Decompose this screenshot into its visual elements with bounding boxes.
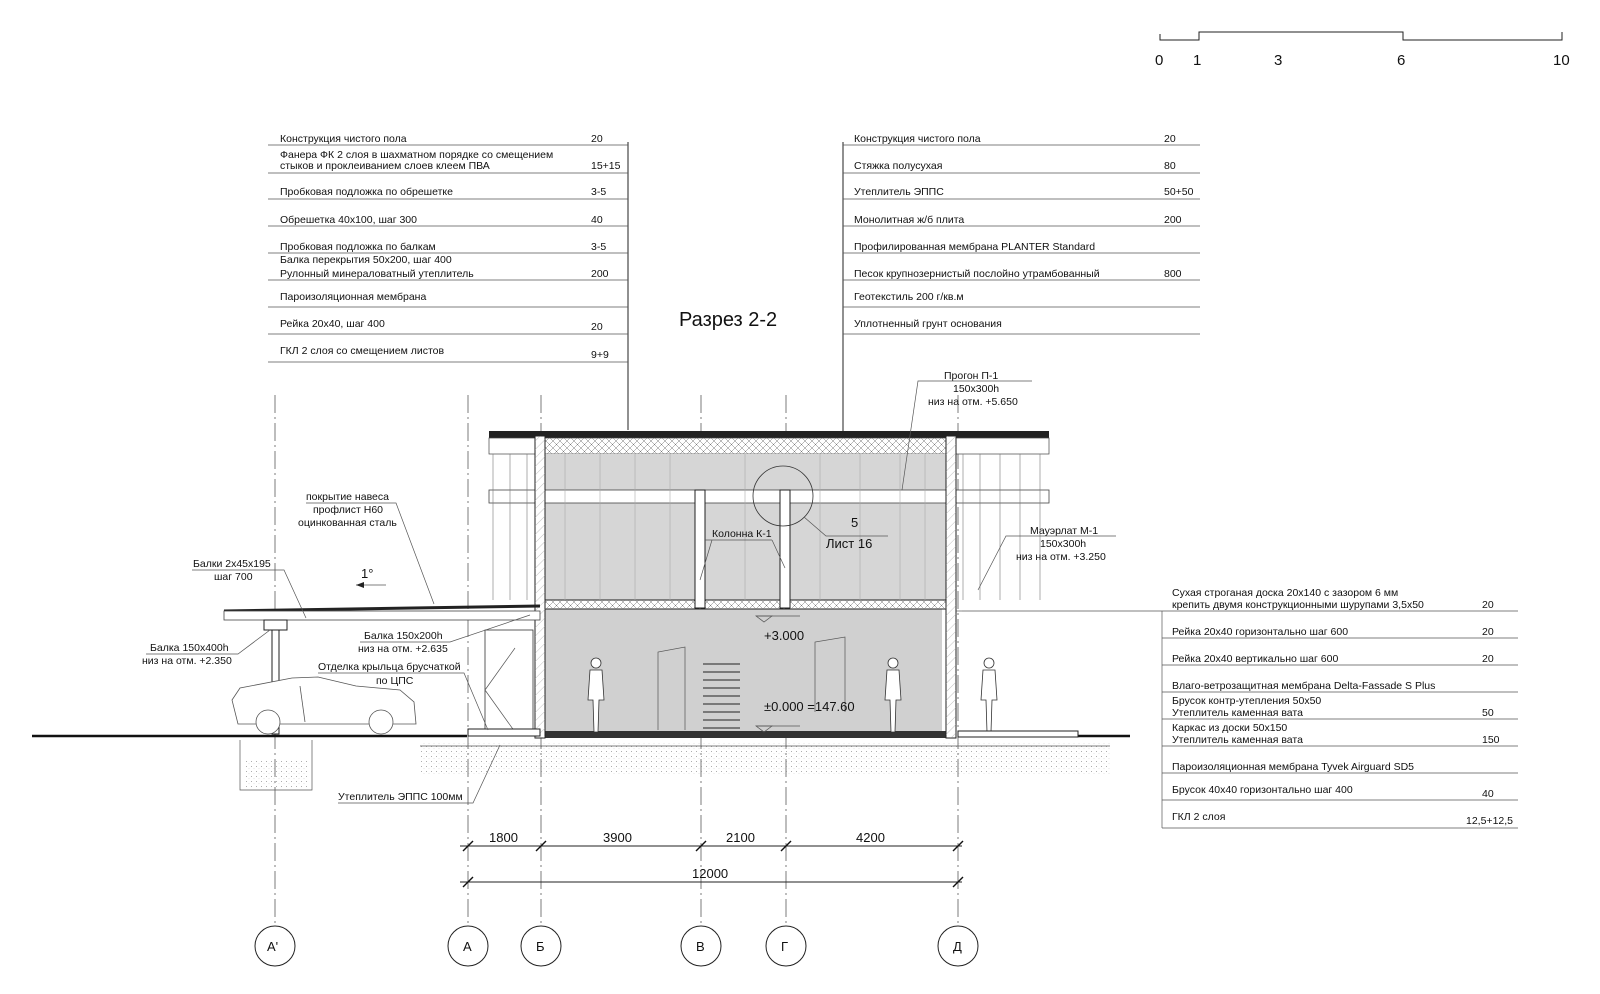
beams-label: Балки 2х45х195: [193, 558, 271, 570]
floor-right-layer-value: 800: [1164, 268, 1182, 280]
wall-layer-name: Каркас из доски 50х150: [1172, 722, 1288, 734]
floor-right-layer-name: Конструкция чистого пола: [854, 133, 981, 145]
mauerlat-level: низ на отм. +3.250: [1016, 551, 1106, 563]
axis-label-a-prime: А': [267, 939, 279, 954]
floor-right-layer-name: Уплотненный грунт основания: [854, 318, 1002, 330]
section-title: Разрез 2-2: [679, 309, 778, 331]
floor-right-layer-name: Монолитная ж/б плита: [854, 214, 965, 226]
wall-layer-name: Пароизоляционная мембрана Tyvek Airguard SD5: [1172, 761, 1415, 773]
floor-left-layer-name-2: стыков и проклеиванием слоев клеем ПВА: [280, 160, 490, 172]
floor-left-layer-name-2: Рулонный минераловатный утеплитель: [280, 268, 474, 280]
floor-left-layer-name: Пробковая подложка по балкам: [280, 241, 436, 253]
porch-label: Отделка крыльца брусчаткой: [318, 661, 461, 673]
beam-150x400-level: низ на отм. +2.350: [142, 655, 232, 667]
floor-right-layer-value: 50+50: [1164, 186, 1194, 198]
canopy-finish: оцинкованная сталь: [298, 517, 397, 529]
floor-right-layer-name: Профилированная мембрана PLANTER Standard: [854, 241, 1096, 253]
level-0000: ±0.000 =147.60: [764, 699, 855, 714]
axis-label-g: Г: [781, 939, 789, 954]
wall-layer-value: 20: [1482, 599, 1494, 611]
canopy-label: покрытие навеса: [306, 491, 389, 503]
floor-left-layer-value: 9+9: [591, 349, 609, 361]
detail-number: 5: [851, 515, 859, 530]
floor-left-layer-name: Рейка 20х40, шаг 400: [280, 318, 385, 330]
scale-label-1: 1: [1193, 52, 1202, 69]
canopy-material: профлист Н60: [313, 504, 384, 516]
wall-layer-value: 50: [1482, 707, 1494, 719]
level-3000: +3.000: [764, 628, 805, 643]
scale-label-0: 0: [1155, 52, 1164, 69]
floor-right-layer-value: 20: [1164, 133, 1176, 145]
wall-layer-name: Рейка 20х40 горизонтально шаг 600: [1172, 626, 1349, 638]
axis-label-v: В: [696, 939, 705, 954]
mauerlat-label: Мауэрлат М-1: [1030, 525, 1099, 537]
floor-left-layer-value: 15+15: [591, 160, 621, 172]
column-label: Колонна К-1: [712, 528, 772, 540]
insulation-label: Утеплитель ЭППС 100мм: [338, 791, 463, 803]
beams-spacing: шаг 700: [214, 571, 253, 583]
porch-detail: по ЦПС: [376, 675, 414, 687]
floor-right-layer-value: 80: [1164, 160, 1176, 172]
wall-layer-value: 12,5+12,5: [1466, 815, 1514, 827]
building: [468, 431, 1078, 738]
scale-bar: [1155, 32, 1570, 69]
floor-left-layer-value: 200: [591, 268, 609, 280]
axis-label-a: А: [463, 939, 472, 954]
beam-150x400-label: Балка 150х400h: [150, 642, 229, 654]
progon-size: 150х300h: [953, 383, 1000, 395]
scale-label-6: 6: [1397, 52, 1406, 69]
floor-right-layer-name: Песок крупнозернистый послойно утрамбованный: [854, 268, 1100, 280]
floor-left-layer-name: Пробковая подложка по обрешетке: [280, 186, 453, 198]
floor-left-layer-name: Фанера ФК 2 слоя в шахматном порядке со смещением: [280, 149, 554, 161]
detail-sheet: Лист 16: [826, 536, 873, 551]
progon-label: Прогон П-1: [944, 370, 999, 382]
dim-span-4: 4200: [856, 830, 885, 845]
axis-label-d: Д: [953, 939, 962, 954]
wall-layer-value: 20: [1482, 626, 1494, 638]
floor-left-layer-value: 20: [591, 133, 603, 145]
wall-layer-name: ГКЛ 2 слоя: [1172, 811, 1226, 823]
dim-span-2: 3900: [603, 830, 632, 845]
wall-layer-value: 150: [1482, 734, 1500, 746]
dim-span-3: 2100: [726, 830, 755, 845]
beam-150x200-level: низ на отм. +2.635: [358, 643, 448, 655]
floor-left-layer-name: ГКЛ 2 слоя со смещением листов: [280, 345, 445, 357]
dimension-chain: [460, 830, 963, 887]
wall-layer-value: 40: [1482, 788, 1494, 800]
floor-left-layer-value: 3-5: [591, 241, 607, 253]
floor-right-layer-value: 200: [1164, 214, 1182, 226]
scale-label-10: 10: [1553, 52, 1570, 69]
floor-left-layer-name: Балка перекрытия 50х200, шаг 400: [280, 254, 452, 266]
slope-label: 1°: [361, 566, 374, 581]
wall-layer-name: Брусок контр-утепления 50х50: [1172, 695, 1322, 707]
wall-layer-name-2: Утеплитель каменная вата: [1172, 707, 1303, 719]
floor-left-layer-value: 20: [591, 321, 603, 333]
axis-bubbles: [255, 926, 978, 966]
wall-layer-name-2: Утеплитель каменная вата: [1172, 734, 1303, 746]
floor-left-layer-name: Обрешетка 40х100, шаг 300: [280, 214, 417, 226]
wall-layer-name: Влаго-ветрозащитная мембрана Delta-Fassade S Plus: [1172, 680, 1436, 692]
wall-layer-name: Брусок 40х40 горизонтально шаг 400: [1172, 784, 1353, 796]
floor-right-layer-name: Утеплитель ЭППС: [854, 186, 944, 198]
beam-150x200-label: Балка 150х200h: [364, 630, 443, 642]
floor-left-layer-value: 40: [591, 214, 603, 226]
ground: [32, 736, 1130, 790]
wall-layer-name: Сухая строганая доска 20х140 с зазором 6 мм: [1172, 587, 1399, 599]
dim-span-1: 1800: [489, 830, 518, 845]
floor-right-layer-name: Геотекстиль 200 г/кв.м: [854, 291, 964, 303]
dim-total: 12000: [692, 866, 729, 881]
progon-level: низ на отм. +5.650: [928, 396, 1018, 408]
wall-layer-value: 20: [1482, 653, 1494, 665]
wall-spec: [962, 587, 1518, 828]
axis-label-b: Б: [536, 939, 545, 954]
floor-left-spec: [268, 133, 628, 430]
wall-layer-name: Рейка 20х40 вертикально шаг 600: [1172, 653, 1339, 665]
floor-left-layer-value: 3-5: [591, 186, 607, 198]
mauerlat-size: 150х300h: [1040, 538, 1087, 550]
person-figure: [981, 658, 997, 732]
floor-right-layer-name: Стяжка полусухая: [854, 160, 943, 172]
wall-layer-name-2: крепить двумя конструкционными шурупами 3,5х50: [1172, 599, 1424, 611]
floor-left-layer-name: Пароизоляционная мембрана: [280, 291, 427, 303]
scale-label-3: 3: [1274, 52, 1283, 69]
floor-left-layer-name: Конструкция чистого пола: [280, 133, 407, 145]
